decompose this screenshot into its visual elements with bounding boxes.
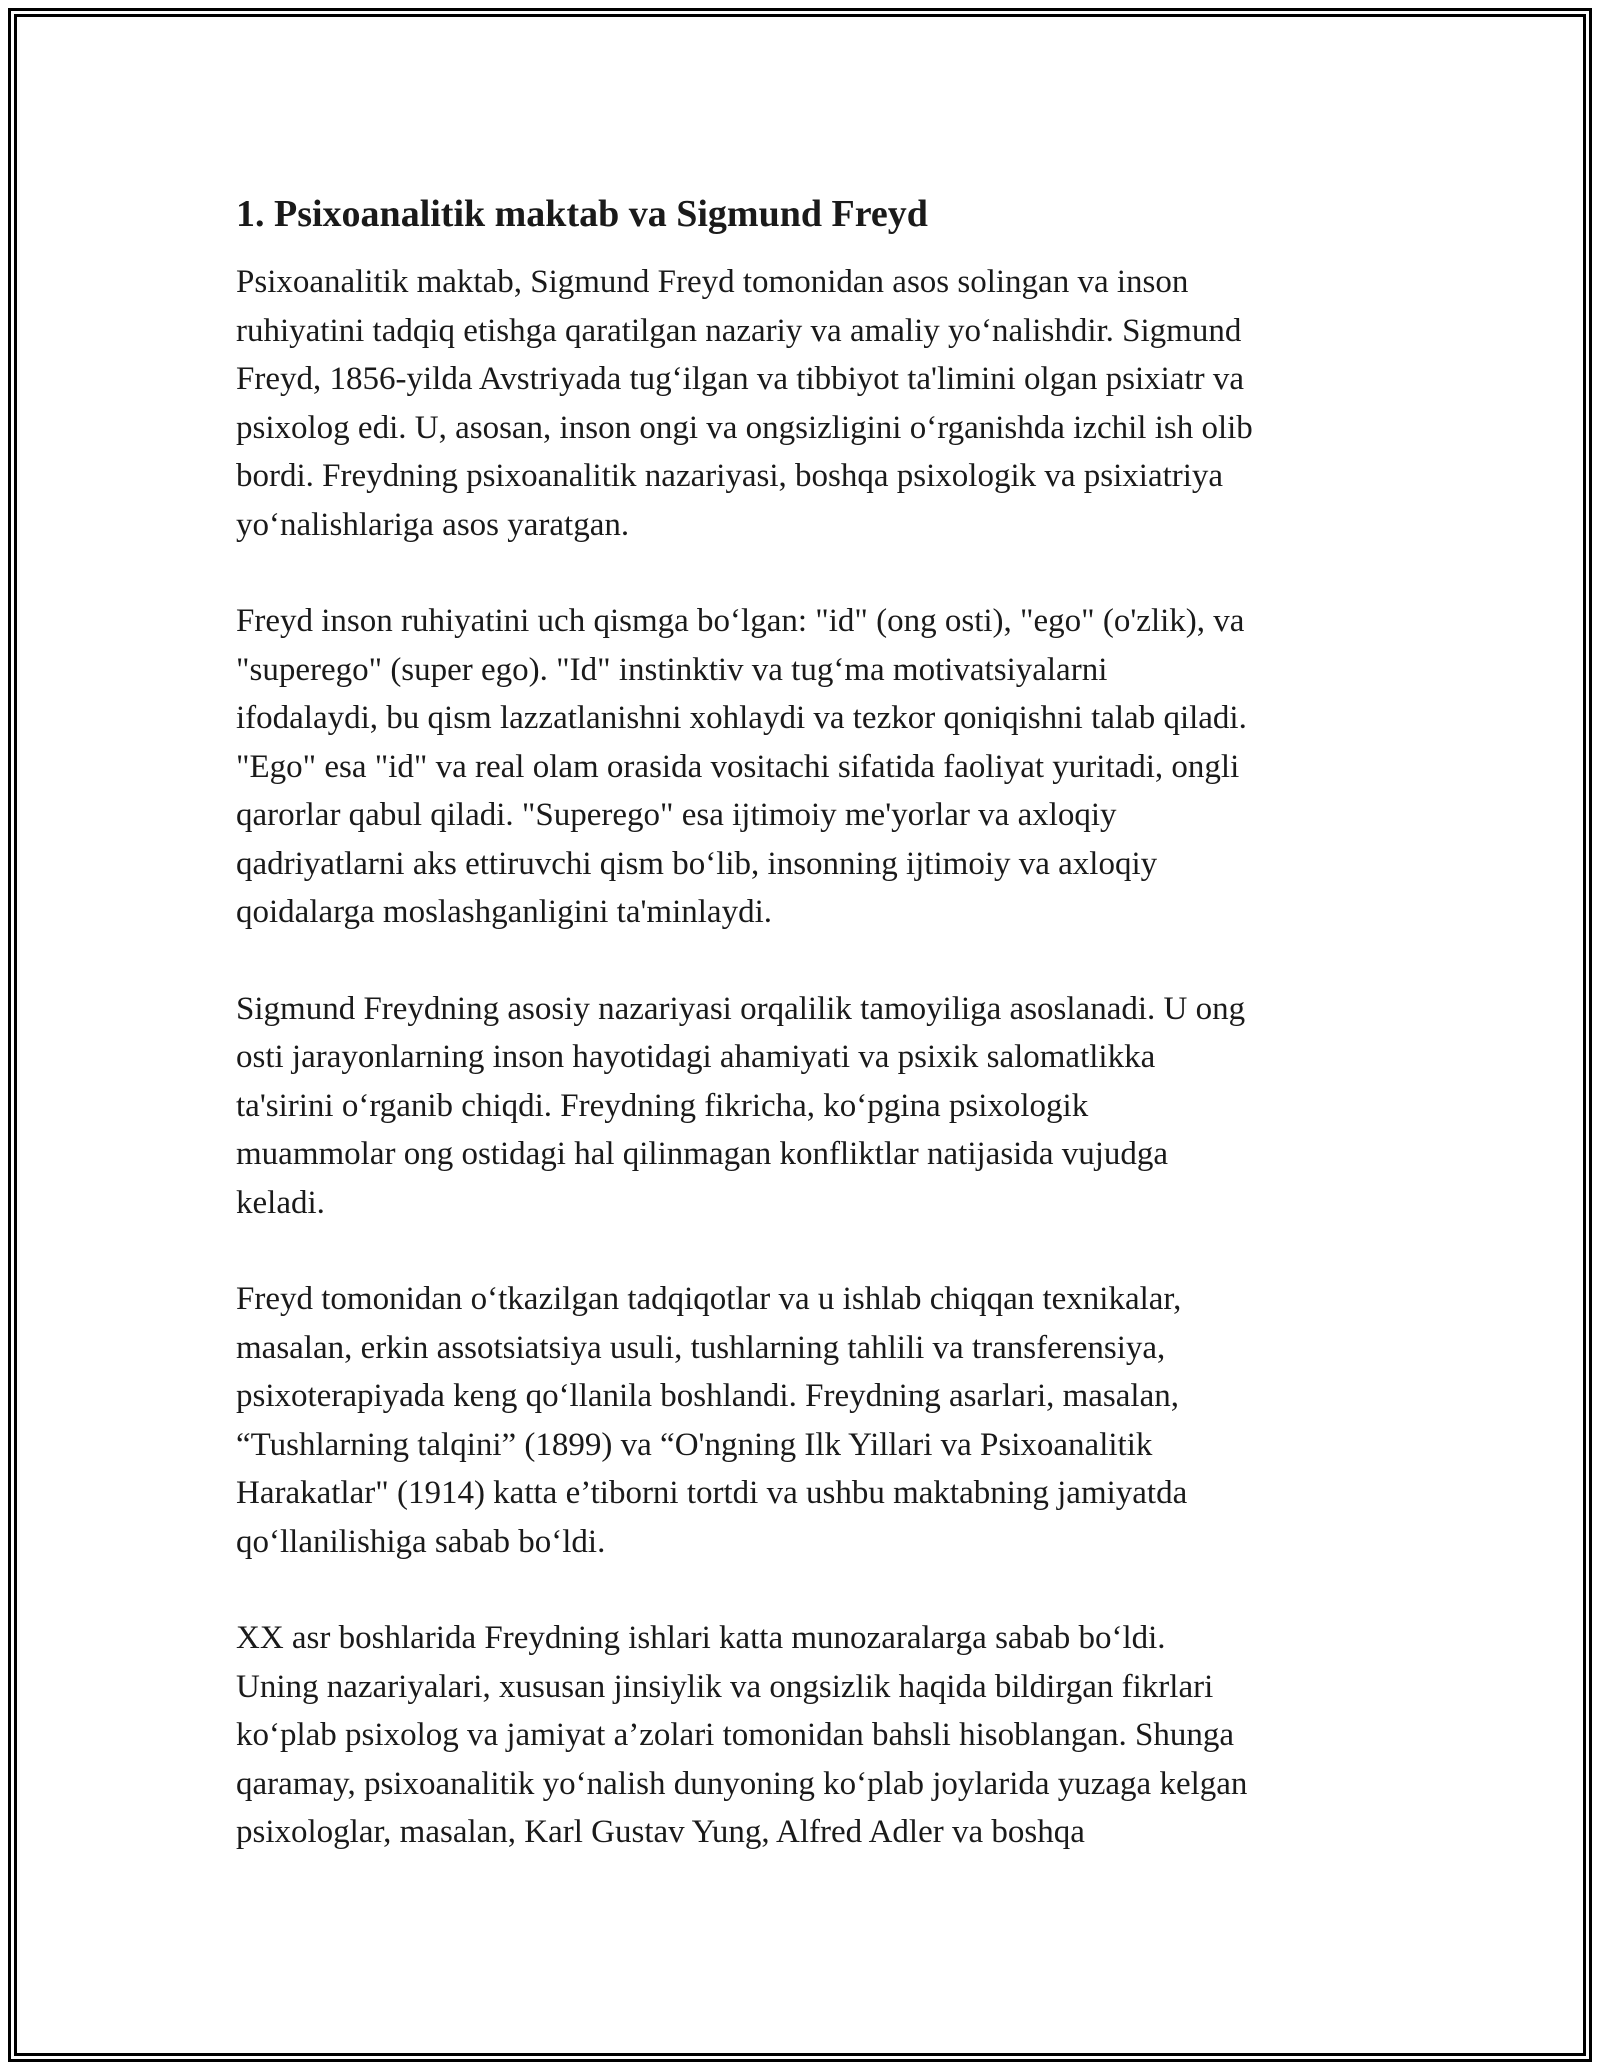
text-line: XX asr boshlarida Freydning ishlari katta munozaralarga sabab bo‘ldi. [236,1620,1166,1656]
text-line: bordi. Freydning psixoanalitik nazariyasi, boshqa psixologik va psixiatriya [236,458,1224,494]
paragraph-3 [236,985,1376,1228]
text-line: psixoterapiyada keng qo‘llanila boshlandi. Freydning asarlari, masalan, [236,1378,1179,1414]
text-line: qoidalarga moslashganligini ta'minlaydi. [236,894,772,930]
text-line: qo‘llanilishiga sabab bo‘ldi. [236,1523,606,1560]
text-line: Freyd tomonidan o‘tkazilgan tadqiqotlar va u ishlab chiqqan texnikalar, [236,1281,1182,1317]
text-line: psixolog edi. U, asosan, inson ongi va ongsizligini o‘rganishda izchil ish olib [236,409,1253,446]
text-line: Psixoanalitik maktab, Sigmund Freyd tomonidan asos solingan va inson [236,264,1189,300]
paragraph-1 [236,258,1376,549]
text-line: ruhiyatini tadqiq etishga qaratilgan nazariy va amaliy yo‘nalishdir. Sigmund [236,312,1242,349]
text-line: Freyd inson ruhiyatini uch qismga bo‘lgan: "id" (ong osti), "ego" (o'zlik), va [236,603,1245,639]
paragraph-5 [236,1614,1376,1857]
text-line: muammolar ong ostidagi hal qilinmagan konfliktlar natijasida vujudga [236,1136,1169,1172]
document-body [236,190,1376,1857]
text-line: "superego" (super ego). "Id" instinktiv va tug‘ma motivatsiyalarni [236,651,1108,688]
text-line: masalan, erkin assotsiatsiya usuli, tushlarning tahlili va transferensiya, [236,1329,1166,1366]
text-line: “Tushlarning talqini” (1899) va “O'ngning Ilk Yillari va Psixoanalitik [236,1426,1153,1463]
text-line: Harakatlar" (1914) katta e’tiborni tortdi va ushbu maktabning jamiyatda [236,1475,1188,1511]
text-line: ifodalaydi, bu qism lazzatlanishni xohlaydi va tezkor qoniqishni talab qiladi. [236,700,1247,736]
text-line: ko‘plab psixolog va jamiyat a’zolari tomonidan bahsli hisoblangan. Shunga [236,1717,1235,1753]
paragraph-2 [236,597,1376,937]
section-heading: 1. Psixoanalitik maktab va Sigmund Freyd [236,193,928,235]
text-line: qaramay, psixoanalitik yo‘nalish dunyoning ko‘plab joylarida yuzaga kelgan [236,1765,1248,1802]
text-line: qadriyatlarni aks ettiruvchi qism bo‘lib, insonning ijtimoiy va axloqiy [236,845,1158,882]
text-line: psixologlar, masalan, Karl Gustav Yung, Alfred Adler va boshqa [236,1814,1085,1850]
text-line: ta'sirini o‘rganib chiqdi. Freydning fikricha, ko‘pgina psixologik [236,1087,1089,1124]
text-line: qarorlar qabul qiladi. "Superego" esa ijtimoiy me'yorlar va axloqiy [236,797,1117,833]
paragraph-4 [236,1275,1376,1566]
text-line: keladi. [236,1184,325,1221]
text-line: Freyd, 1856-yilda Avstriyada tug‘ilgan va tibbiyot ta'limini olgan psixiatr va [236,361,1244,397]
text-line: osti jarayonlarning inson hayotidagi ahamiyati va psixik salomatlikka [236,1039,1156,1075]
text-line: Uning nazariyalari, xususan jinsiylik va ongsizlik haqida bildirgan fikrlari [236,1668,1214,1705]
text-line: Sigmund Freydning asosiy nazariyasi orqalilik tamoyiliga asoslanadi. U ong [236,990,1246,1027]
text-line: "Ego" esa "id" va real olam orasida vositachi sifatida faoliyat yuritadi, ongli [236,748,1240,785]
text-line: yo‘nalishlariga asos yaratgan. [236,506,630,543]
